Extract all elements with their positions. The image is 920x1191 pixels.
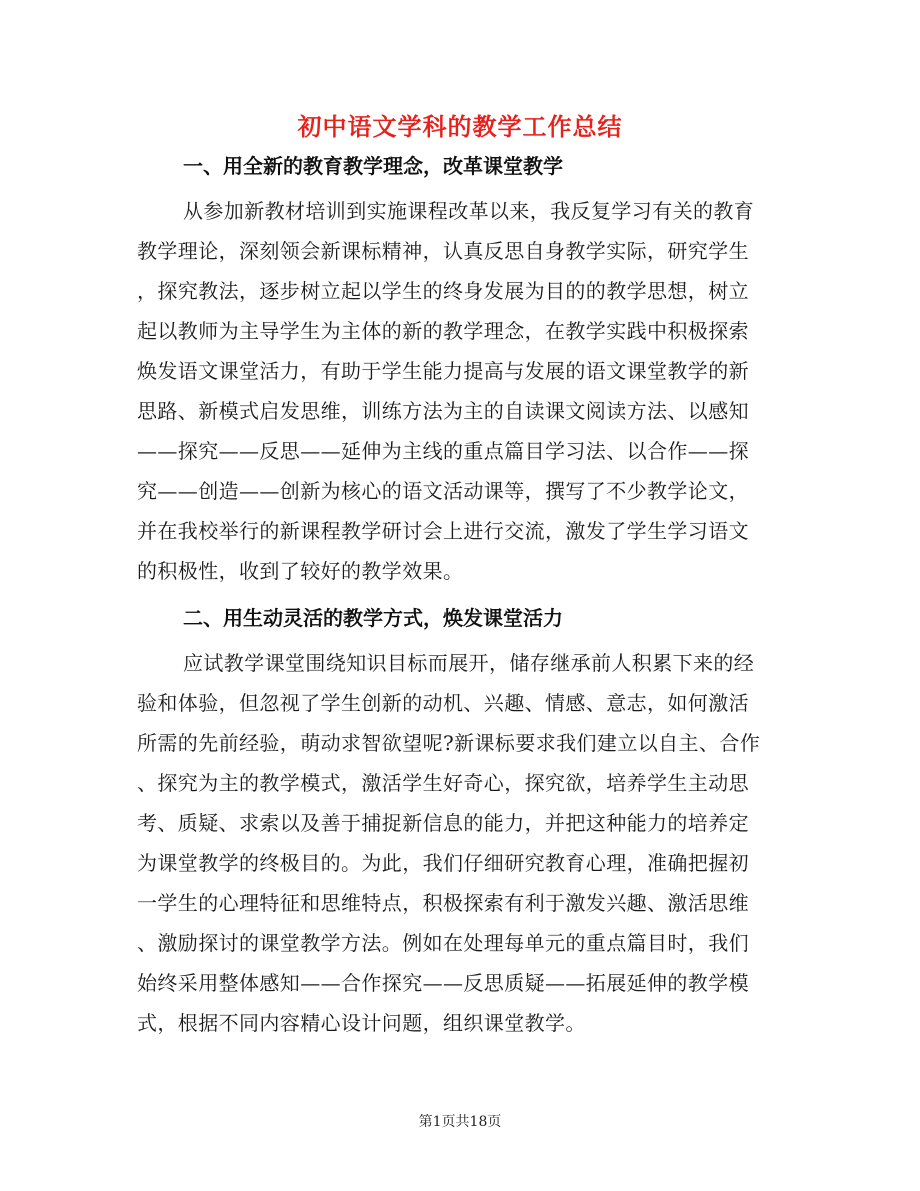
section-2-line: 一学生的心理特征和思维特点，积极探索有利于激发兴趣、激活思维 [137, 891, 749, 915]
section-1-line: 的积极性，收到了较好的教学效果。 [137, 559, 464, 583]
section-1-line: ，探究教法，逐步树立起以学生的终身发展为目的的教学思想，树立 [137, 279, 749, 303]
section-2-line: 、探究为主的教学模式，激活学生好奇心，探究欲，培养学生主动思 [137, 771, 749, 795]
section-1-line: 从参加新教材培训到实施课程改革以来，我反复学习有关的教育 [183, 199, 755, 223]
section-1-line: 并在我校举行的新课程教学研讨会上进行交流，激发了学生学习语文 [137, 519, 749, 543]
section-2-line: 式，根据不同内容精心设计问题，组织课堂教学。 [137, 1011, 586, 1035]
section-2-line: 应试教学课堂围绕知识目标而展开，储存继承前人积累下来的经 [183, 651, 755, 675]
section-2-line: 所需的先前经验，萌动求智欲望呢?新课标要求我们建立以自主、合作 [137, 731, 761, 755]
section-1-line: 教学理论，深刻领会新课标精神，认真反思自身教学实际，研究学生 [137, 239, 749, 263]
section-2-line: 、激励探讨的课堂教学方法。例如在处理每单元的重点篇目时，我们 [137, 931, 749, 955]
section-1-line: 思路、新模式启发思维，训练方法为主的自读课文阅读方法、以感知 [137, 399, 749, 423]
section-2-heading: 二、用生动灵活的教学方式，焕发课堂活力 [183, 606, 563, 630]
section-1-line: 究——创造——创新为核心的语文活动课等，撰写了不少教学论文， [137, 479, 749, 503]
section-2-line: 考、质疑、求索以及善于捕捉新信息的能力，并把这种能力的培养定 [137, 811, 749, 835]
section-1-line: 焕发语文课堂活力，有助于学生能力提高与发展的语文课堂教学的新 [137, 359, 749, 383]
section-2-line: 验和体验，但忽视了学生创新的动机、兴趣、情感、意志，如何激活 [137, 691, 749, 715]
section-1-heading: 一、用全新的教育教学理念，改革课堂教学 [183, 154, 563, 178]
page-number-footer: 第1页共18页 [418, 1114, 502, 1130]
section-2-line: 始终采用整体感知——合作探究——反思质疑——拓展延伸的教学模 [137, 971, 749, 995]
section-1-line: 起以教师为主导学生为主体的新的教学理念，在教学实践中积极探索 [137, 319, 749, 343]
document-title: 初中语文学科的教学工作总结 [297, 112, 623, 141]
section-1-line: ——探究——反思——延伸为主线的重点篇目学习法、以合作——探 [137, 439, 749, 463]
section-2-line: 为课堂教学的终极目的。为此，我们仔细研究教育心理，准确把握初 [137, 851, 749, 875]
